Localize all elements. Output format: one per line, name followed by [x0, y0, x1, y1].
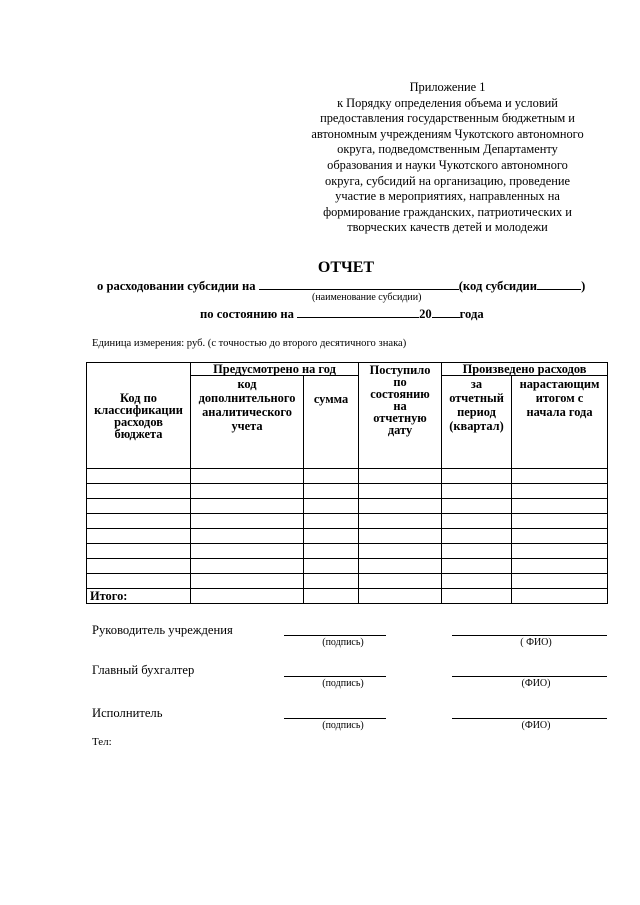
table-cell[interactable] [304, 469, 359, 484]
table-cell[interactable] [359, 544, 442, 559]
table-cell[interactable] [87, 514, 191, 529]
table-cell[interactable] [87, 544, 191, 559]
table-cell[interactable] [359, 499, 442, 514]
report-table [86, 362, 608, 604]
name-line-accountant[interactable] [452, 676, 607, 677]
table-cell[interactable] [87, 574, 191, 589]
table-cell[interactable] [442, 484, 512, 499]
signature-line-executor[interactable] [284, 718, 386, 719]
table-cell[interactable] [191, 469, 304, 484]
table-cell[interactable] [304, 484, 359, 499]
table-cell[interactable] [512, 544, 608, 559]
table-cell[interactable] [512, 589, 608, 604]
appendix-line: предоставления государственным бюджетным и [320, 111, 575, 126]
name-line-executor[interactable] [452, 718, 607, 719]
signature-role-executor: Исполнитель [92, 706, 163, 720]
table-row [87, 499, 608, 514]
appendix-line: округа, субсидий на организацию, проведение [325, 173, 570, 188]
col-header-sum: сумма [304, 376, 359, 469]
subsidy-name-field[interactable] [259, 277, 459, 290]
table-cell[interactable] [191, 529, 304, 544]
table-cell[interactable] [304, 499, 359, 514]
table-cell[interactable] [359, 589, 442, 604]
col-header-code: Код по классификации расходов бюджета [87, 363, 191, 469]
table-cell[interactable] [304, 574, 359, 589]
signature-hint-executor: (подпись) [322, 720, 364, 731]
appendix-line: округа, подведомственным Департаменту [337, 142, 558, 157]
subsidy-code-label: (код субсидии [458, 279, 538, 293]
table-cell[interactable] [87, 529, 191, 544]
signature-role-head: Руководитель учреждения [92, 623, 233, 637]
table-cell[interactable] [512, 529, 608, 544]
tel-label: Тел: [92, 736, 112, 748]
group-header-spent: Произведено расходов [442, 363, 608, 376]
table-row [87, 559, 608, 574]
name-hint-accountant: (ФИО) [521, 678, 551, 689]
table-cell[interactable] [304, 514, 359, 529]
table-cell[interactable] [512, 514, 608, 529]
table-cell[interactable] [191, 484, 304, 499]
appendix-header [290, 80, 605, 236]
signature-line-head[interactable] [284, 635, 386, 636]
table-cell[interactable] [512, 574, 608, 589]
table-cell[interactable] [442, 574, 512, 589]
name-hint-executor: (ФИО) [521, 720, 551, 731]
table-row [87, 529, 608, 544]
year-prefix: 20 [419, 307, 432, 321]
table-cell[interactable] [87, 469, 191, 484]
table-cell[interactable] [87, 499, 191, 514]
year-suffix: года [459, 307, 484, 321]
report-title: ОТЧЕТ [317, 259, 375, 276]
col-header-period: за отчетный период (квартал) [442, 376, 512, 469]
table-cell[interactable] [191, 589, 304, 604]
appendix-line: к Порядку определения объема и условий [337, 95, 558, 110]
table-cell[interactable] [191, 559, 304, 574]
report-date-line [200, 305, 484, 322]
table-cell[interactable] [512, 559, 608, 574]
subsidy-code-field[interactable] [537, 277, 581, 290]
date-field[interactable] [297, 305, 419, 318]
table-cell[interactable] [304, 559, 359, 574]
table-total-row [87, 589, 608, 604]
appendix-line: автономным учреждениям Чукотского автономного [311, 126, 584, 141]
year-field[interactable] [432, 305, 460, 318]
date-prefix: по состоянию на [200, 307, 294, 321]
group-header-planned: Предусмотрено на год [191, 363, 359, 376]
table-cell[interactable] [442, 589, 512, 604]
signature-role-accountant: Главный бухгалтер [92, 663, 195, 677]
appendix-line: Приложение 1 [409, 80, 486, 94]
table-row [87, 574, 608, 589]
col-header-received: Поступило по состоянию на отчетную дату [359, 363, 442, 469]
total-label: Итого: [87, 589, 191, 604]
table-cell[interactable] [442, 469, 512, 484]
appendix-line: образования и науки Чукотского автономного [327, 157, 568, 172]
table-cell[interactable] [512, 499, 608, 514]
table-cell[interactable] [359, 529, 442, 544]
table-cell[interactable] [191, 499, 304, 514]
units-note: Единица измерения: руб. (с точностью до второго десятичного знака) [92, 338, 407, 349]
appendix-line: участие в мероприятиях, направленных на [335, 189, 560, 204]
appendix-line: формирование гражданских, патриотических и [323, 204, 572, 219]
name-hint-head: ( ФИО) [520, 637, 552, 648]
col-header-analytic: код дополнительного аналитического учета [191, 376, 304, 469]
table-cell[interactable] [442, 514, 512, 529]
subsidy-code-suffix: ) [581, 279, 586, 293]
signature-hint-accountant: (подпись) [322, 678, 364, 689]
table-cell[interactable] [304, 589, 359, 604]
table-cell[interactable] [442, 529, 512, 544]
subsidy-name-hint: (наименование субсидии) [312, 292, 422, 303]
table-cell[interactable] [87, 484, 191, 499]
table-row [87, 469, 608, 484]
table-cell[interactable] [359, 559, 442, 574]
table-cell[interactable] [191, 544, 304, 559]
table-cell[interactable] [359, 484, 442, 499]
signature-line-accountant[interactable] [284, 676, 386, 677]
table-body [87, 469, 608, 589]
table-cell[interactable] [442, 499, 512, 514]
table-row [87, 544, 608, 559]
table-cell[interactable] [359, 514, 442, 529]
signature-hint-head: (подпись) [322, 637, 364, 648]
table-row [87, 514, 608, 529]
table-cell[interactable] [191, 574, 304, 589]
table-cell[interactable] [304, 544, 359, 559]
table-cell[interactable] [87, 559, 191, 574]
table-row [87, 484, 608, 499]
appendix-line: творческих качеств детей и молодежи [347, 220, 548, 235]
table-cell[interactable] [512, 484, 608, 499]
table-cell[interactable] [359, 469, 442, 484]
table-cell[interactable] [512, 469, 608, 484]
col-header-cumulative: нарастающим итогом с начала года [512, 376, 608, 469]
name-line-head[interactable] [452, 635, 607, 636]
subject-prefix: о расходовании субсидии на [97, 279, 256, 293]
table-cell[interactable] [304, 529, 359, 544]
table-cell[interactable] [359, 574, 442, 589]
table-cell[interactable] [442, 544, 512, 559]
table-cell[interactable] [191, 514, 304, 529]
table-cell[interactable] [442, 559, 512, 574]
table-header-row [87, 363, 608, 376]
